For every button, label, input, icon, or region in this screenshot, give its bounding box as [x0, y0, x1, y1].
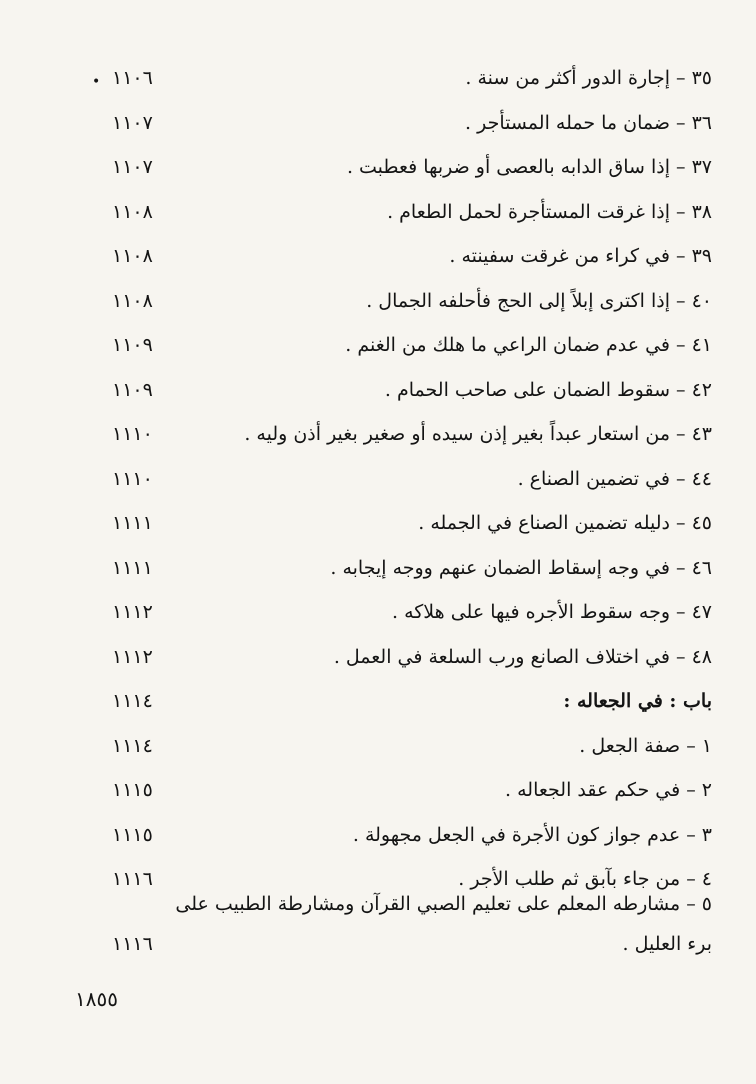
entry-title: ٤٦ – في وجه إسقاط الضمان عنهم ووجه إيجابه . [330, 556, 712, 579]
index-section-heading [40, 681, 712, 721]
entry-title: ٤٥ – دليله تضمين الصناع في الجمله . [418, 512, 712, 534]
index-entry [40, 414, 712, 454]
index-entry [40, 548, 712, 588]
entry-title: ٣٥ – إجارة الدور أكثر من سنة . [465, 67, 712, 89]
entry-page-number: ١١٠٩ [112, 334, 153, 356]
index-entry [40, 726, 712, 766]
entry-page-number: ١١١٢ [112, 645, 153, 668]
entry-title: ١ – صفة الجعل . [579, 734, 712, 757]
page-folio: ١٨٥٥ [75, 987, 118, 1011]
margin-mark: • [92, 74, 101, 90]
index-entry [40, 192, 712, 232]
index-entry [40, 370, 712, 410]
entry-title: باب : في الجعاله : [563, 690, 712, 712]
entry-title: ٤٤ – في تضمين الصناع . [517, 467, 712, 490]
index-entry [40, 815, 712, 855]
entry-title: ٣ – عدم جواز كون الأجرة في الجعل مجهولة . [352, 823, 712, 846]
index-entry-multiline [40, 880, 712, 970]
entry-title: ٤٣ – من استعار عبداً بغير إذن سيده أو صغير بغير أذن وليه . [244, 423, 712, 445]
index-entry [40, 770, 712, 810]
entry-title-line1: ٥ – مشارطه المعلم على تعليم الصبي القرآن ومشارطة الطبيب على [175, 893, 712, 915]
entry-page-number: ١١٠٦ [112, 67, 153, 89]
entry-title: ٣٦ – ضمان ما حمله المستأجر . [465, 111, 712, 134]
entry-title: ٤٢ – سقوط الضمان على صاحب الحمام . [384, 378, 712, 401]
index-entry [40, 236, 712, 276]
entry-title: ٣٨ – إذا غرقت المستأجرة لحمل الطعام . [387, 200, 712, 223]
entry-title: ٤ – من جاء بآبق ثم طلب الأجر . [458, 868, 712, 890]
entry-title-line2: برء العليل . [622, 933, 712, 955]
entry-page-number: ١١١٥ [112, 779, 153, 801]
entry-title: ٤١ – في عدم ضمان الراعي ما هلك من الغنم . [345, 334, 712, 356]
entry-page-number: ١١٠٧ [112, 156, 153, 178]
entry-page-number: ١١٠٨ [112, 245, 153, 267]
index-entry [40, 459, 712, 499]
entry-page-number: ١١١٥ [112, 823, 153, 846]
index-entry [40, 637, 712, 677]
entry-page-number: ١١١٤ [112, 734, 153, 757]
entry-page-number: ١١٠٧ [112, 111, 153, 134]
entry-title: ٤٧ – وجه سقوط الأجره فيها على هلاكه . [391, 601, 712, 623]
index-entry [40, 147, 712, 187]
entry-page-number: ١١١١ [112, 512, 153, 534]
entry-title: ٣٩ – في كراء من غرقت سفينته . [449, 245, 712, 267]
entry-page-number: ١١١٠ [112, 467, 153, 490]
entry-title: ٤٠ – إذا اكترى إبلاً إلى الحج فأحلفه الجمال . [366, 289, 712, 312]
index-entry [40, 281, 712, 321]
entry-title: ٤٨ – في اختلاف الصانع ورب السلعة في العمل . [333, 645, 712, 668]
entry-page-number: ١١١٠ [112, 423, 153, 445]
entry-page-number: ١١١٢ [112, 601, 153, 623]
entry-page-number: ١١٠٩ [112, 378, 153, 401]
entry-title: ٣٧ – إذا ساق الدابه بالعصى أو ضربها فعطبت . [346, 156, 712, 178]
index-entry [40, 103, 712, 143]
entry-page-number: ١١١١ [112, 556, 153, 579]
index-entry [40, 325, 712, 365]
entry-page-number: ١١٠٨ [112, 200, 153, 223]
index-entry [40, 503, 712, 543]
entry-page-number: ١١١٤ [112, 690, 153, 712]
entry-page-number: ١١٠٨ [112, 289, 153, 312]
entry-page-number: ١١١٦ [112, 868, 153, 890]
entry-page-number: ١١١٦ [112, 933, 153, 955]
index-entry [40, 592, 712, 632]
index-entry [40, 58, 712, 98]
entry-title: ٢ – في حكم عقد الجعاله . [505, 779, 712, 801]
